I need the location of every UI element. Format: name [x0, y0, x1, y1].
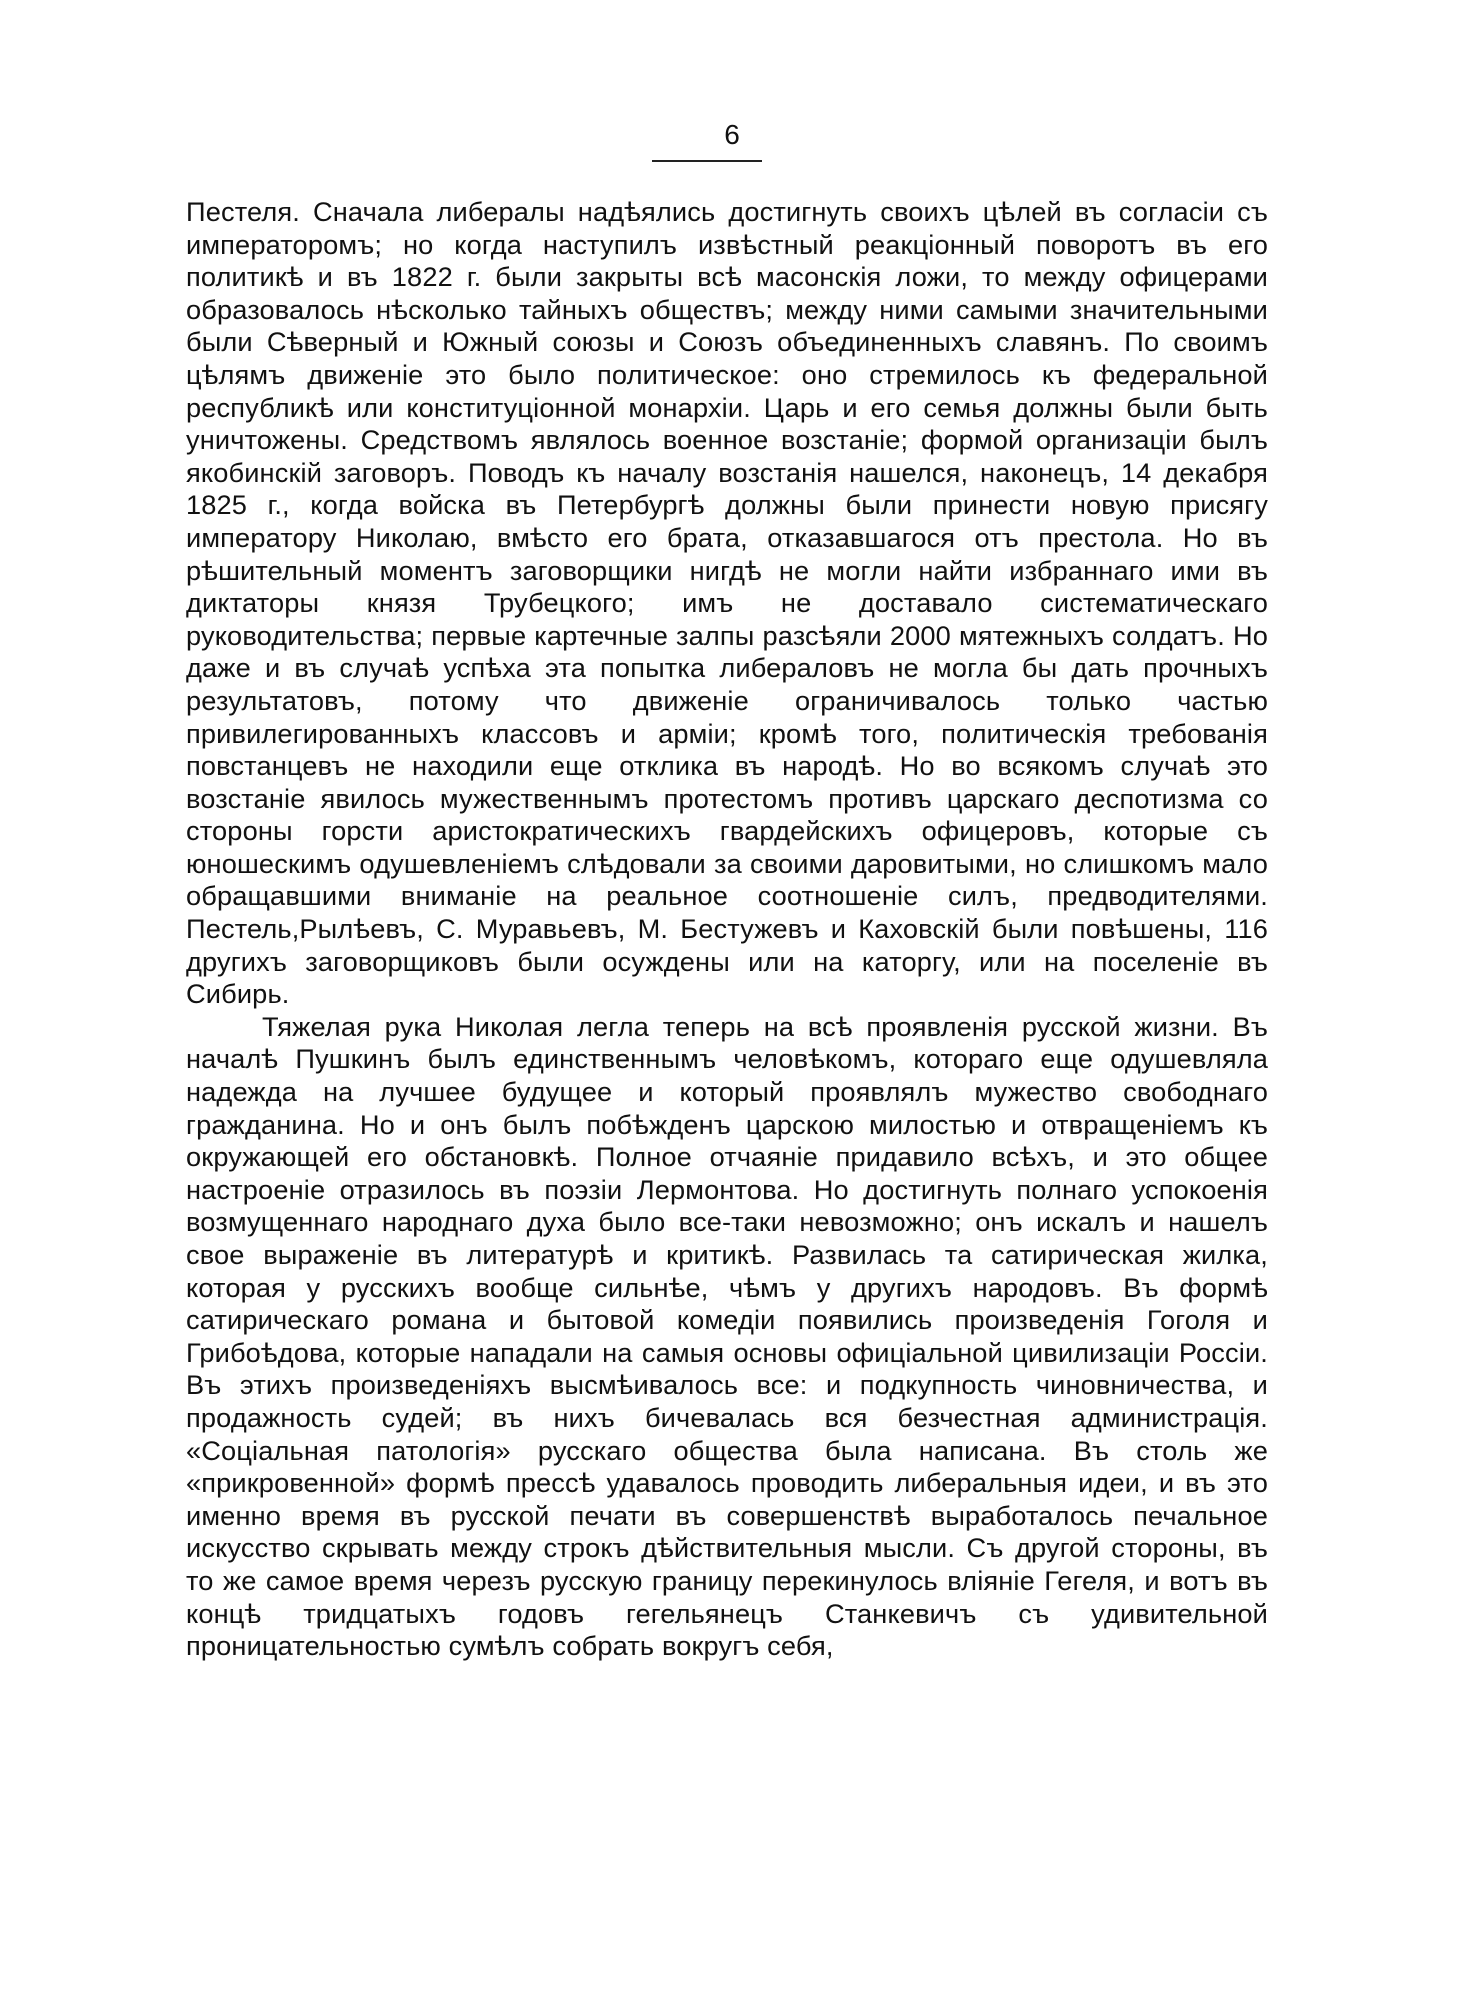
page-number: 6 — [724, 119, 740, 150]
page-number-container — [0, 118, 1464, 152]
page-number-rule — [652, 160, 762, 162]
paragraph-1: Пестеля. Сначала либералы надѣялись достигнуть своихъ цѣлей въ согласіи съ императоромъ; но когда наступилъ извѣстный реакціонный поворотъ въ его политикѣ и въ 1822 г. были закрыты всѣ масонскія ложи, то между офицерами образовалось нѣсколько тайныхъ обществъ; между ними самыми значительными были Сѣверный и Южный союзы и Союзъ объединенныхъ славянъ. По своимъ цѣлямъ движеніе это было политическое: оно стремилось къ федеральной республикѣ или конституціонной монархіи. Царь и его семья должны были быть уничтожены. Средствомъ являлось военное возстаніе; формой организаціи былъ якобинскій заговоръ. Поводъ къ началу возстанія нашелся, наконецъ, 14 декабря 1825 г., когда войска въ Петербургѣ должны были принести новую присягу императору Николаю, вмѣсто его брата, отказавшагося отъ престола. Но въ рѣшительный моментъ заговорщики нигдѣ не могли найти избраннаго ими въ диктаторы князя Трубецкого; имъ не доставало систематическаго руководительства; первые картечные залпы разсѣяли 2000 мятежныхъ солдатъ. Но даже и въ случаѣ успѣха эта попытка либераловъ не могла бы дать прочныхъ результатовъ, потому что движеніе ограничивалось только частью привилегированныхъ классовъ и арміи; кромѣ того, политическія требованія повстанцевъ не находили еще отклика въ народѣ. Но во всякомъ случаѣ это возстаніе явилось мужественнымъ протестомъ противъ царскаго деспотизма со стороны горсти аристократическихъ гвардейскихъ офицеровъ, которые съ юношескимъ одушевленіемъ слѣдовали за своими даровитыми, но слишкомъ мало обращавшими вниманіе на реальное соотношеніе силъ, предводителями. Пестель,Рылѣевъ, С. Муравьевъ, М. Бестужевъ и Каховскій были повѣшены, 116 другихъ заговорщиковъ были осуждены или на каторгу, или на поселеніе въ Сибирь. — [186, 196, 1268, 1010]
paragraph-2: Тяжелая рука Николая легла теперь на всѣ проявленія русской жизни. Въ началѣ Пушкинъ былъ единственнымъ человѣкомъ, котораго еще одушевляла надежда на лучшее будущее и который проявлялъ мужество свободнаго гражданина. Но и онъ былъ побѣжденъ царскою милостью и отвращеніемъ къ окружающей его обстановкѣ. Полное отчаяніе придавило всѣхъ, и это общее настроеніе отразилось въ поэзіи Лермонтова. Но достигнуть полнаго успокоенія возмущеннаго народнаго духа было все-таки невозможно; онъ искалъ и нашелъ свое выраженіе въ литературѣ и критикѣ. Развилась та сатирическая жилка, которая у русскихъ вообще сильнѣе, чѣмъ у другихъ народовъ. Въ формѣ сатирическаго романа и бытовой комедіи появились произведенія Гоголя и Грибоѣдова, которые нападали на самыя основы офиціальной цивилизаціи Россіи. Въ этихъ произведеніяхъ высмѣивалось все: и подкупность чиновничества, и продажность судей; въ нихъ бичевалась вся безчестная администрація. «Соціальная патологія» русскаго общества была написана. Въ столь же «прикровенной» формѣ прессѣ удавалось проводить либеральныя идеи, и въ это именно время въ русской печати въ совершенствѣ выработалось печальное искусство скрывать между строкъ дѣйствительныя мысли. Съ другой стороны, въ то же самое время черезъ русскую границу перекинулось вліяніе Гегеля, и вотъ въ концѣ тридцатыхъ годовъ гегельянецъ Станкевичъ съ удивительной проницательностью сумѣлъ собрать вокругъ себя, — [186, 1010, 1268, 1662]
body-text — [186, 196, 1268, 1663]
